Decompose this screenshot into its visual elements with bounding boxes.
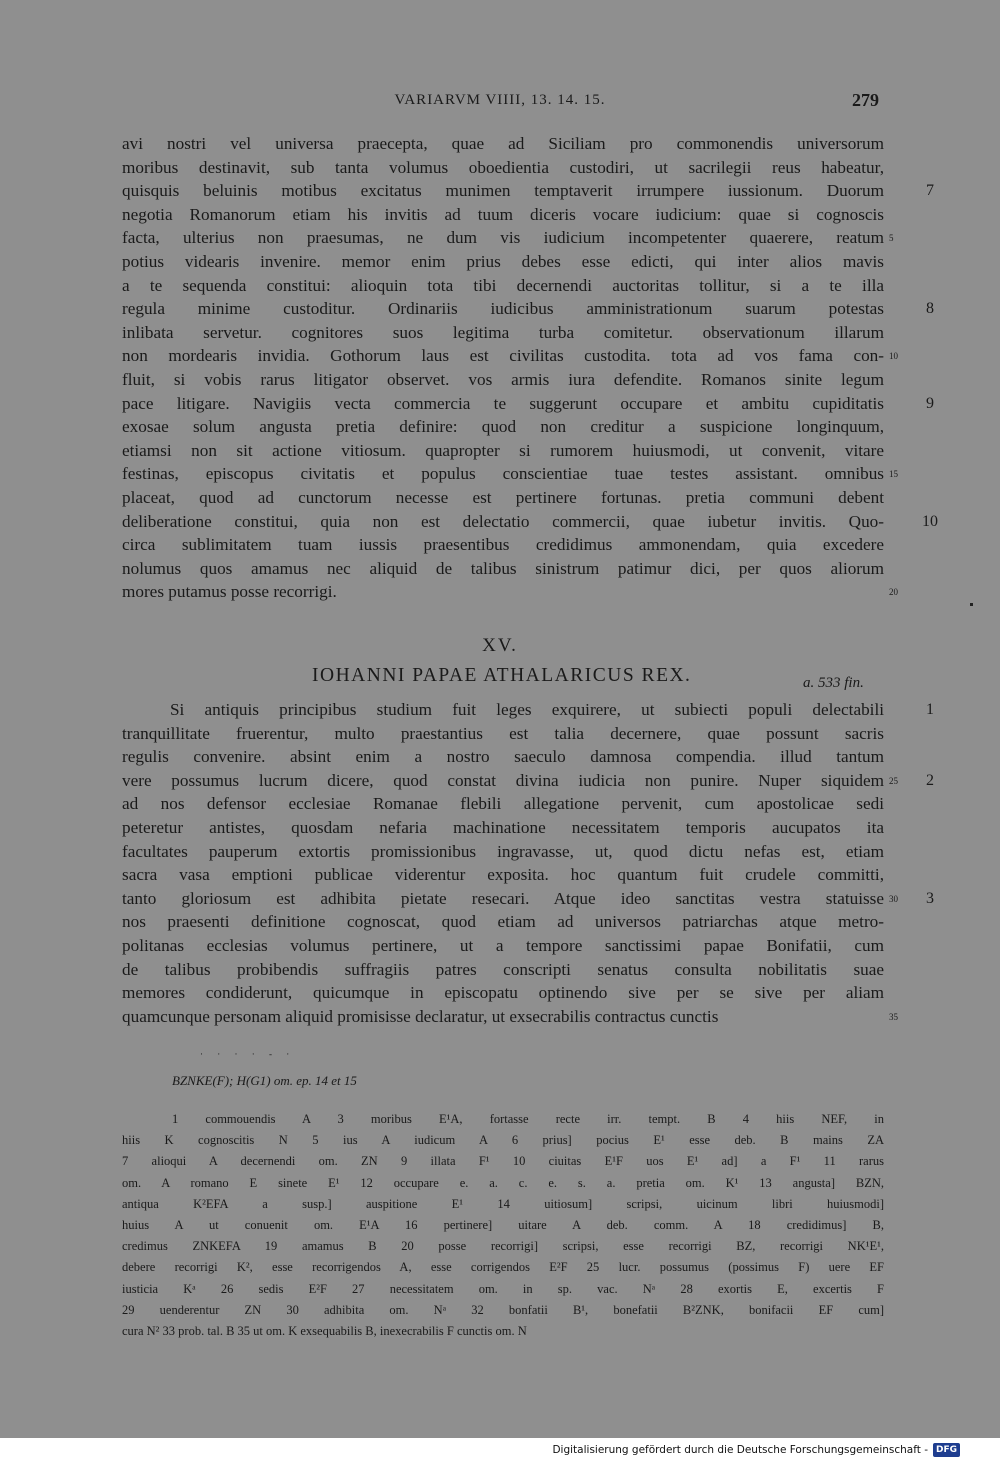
body-bottom-line: memores condiderunt, quicumque in episcopatu optinendo sive per se sive per aliam <box>122 983 884 1003</box>
body-bottom-line: politanas ecclesias volumus pertinere, ut a tempore sanctissimi papae Bonifatii, cum <box>122 936 884 955</box>
line-number: 5 <box>889 233 894 244</box>
apparatus-line: debere recorrigi K², esse recorrigendos A, esse corrigendos E²F 25 lucr. possumus (possimus F) uere EF <box>122 1260 884 1275</box>
line-number: 20 <box>889 587 898 598</box>
chapter-date: a. 533 fin. <box>803 675 864 691</box>
body-top-line: fluit, si vobis rarus litigator observet. vos armis iura defendite. Romanos sinite legum <box>122 370 884 389</box>
body-top-line: placeat, quod ad cunctorum necesse est pertinere fortunas. pretia communi debent <box>122 488 884 507</box>
body-top-line: non mordearis invidia. Gothorum laus est civilitas custodita. tota ad vos fama con- <box>122 346 884 366</box>
body-bottom-line: peteretur antistes, quosdam nefaria machinatione necessitatem temporis aucupatos ita <box>122 818 884 837</box>
apparatus-line: hiis K cognoscitis N 5 ius A iudicum A 6 prius] pocius E¹ esse deb. B mains ZA <box>122 1133 884 1148</box>
line-number: 10 <box>889 351 898 362</box>
line-number: 25 <box>889 775 898 786</box>
apparatus-sigla: BZNKE(F); H(G1) om. ep. 14 et 15 <box>172 1073 357 1088</box>
body-top-line: etiamsi non sit actione vitiosum. quapropter si rumorem huiusmodi, ut convenit, vitare <box>122 440 884 460</box>
apparatus-line: om. A romano E sinete E¹ 12 occupare e. a. c. e. s. a. pretia om. K¹ 13 angusta] BZN, <box>122 1175 884 1190</box>
digitization-credit <box>552 1442 960 1458</box>
body-bottom-line: Si antiquis principibus studium fuit leges exquirere, ut subiecti populi delectabili <box>170 700 884 719</box>
body-bottom-line: regulis convenire. absint enim a nostro saeculo damnosa compendia. illud tantum <box>122 747 884 767</box>
apparatus-line: antiqua K²EFA a susp.] auspitione E¹ 14 uitiosum] scripsi, uicinum libri huiusmodi] <box>122 1196 884 1211</box>
body-bottom-line: facultates pauperum extortis promissionibus ingravasse, ut, quod dictu nefas est, etiam <box>122 841 884 861</box>
section-number: 2 <box>926 771 934 789</box>
body-bottom-line: nos praesenti definitione cognoscat, quod etiam ad universos patriarchas atque metro- <box>122 912 884 932</box>
body-top-line: inlibata servetur. cognitores suos legitima turba comitetur. observationum illarum <box>122 322 884 342</box>
body-top-line: circa sublimitatem tuam iussis praesentibus credidimus ammonendam, quia excedere <box>122 535 884 555</box>
apparatus-line: 7 alioqui A decernendi om. ZN 9 illata F¹ 10 ciuitas E¹F uos E¹ ad] a F¹ 11 rarus <box>122 1154 884 1169</box>
separator-marks: · · · · - · <box>200 1049 296 1059</box>
section-number: 10 <box>922 512 938 530</box>
running-title: VARIARVM VIIII, 13. 14. 15. <box>394 92 606 108</box>
apparatus-line: huius A ut conuenit om. E¹A 16 pertinere] uitare A deb. comm. A 18 credidimus] B, <box>122 1218 884 1232</box>
section-number: 8 <box>926 300 934 318</box>
body-top-line: quisquis beluinis motibus excitatus munimen temptaverit irrumpere iussionum. Duorum <box>122 181 884 201</box>
apparatus-line: 1 commouendis A 3 moribus E¹A, fortasse recte irr. tempt. B 4 hiis NEF, in <box>172 1112 884 1126</box>
body-top-line: mores putamus posse recorrigi. <box>122 582 337 602</box>
body-top-line: regula minime custoditur. Ordinariis iudicibus amministrationum suarum potestas <box>122 299 884 319</box>
apparatus-line: cura N² 33 prob. tal. B 35 ut om. K exsequabilis B, inexecrabilis F cunctis om. N <box>122 1324 527 1338</box>
section-number: 1 <box>926 701 934 718</box>
body-top-line: facta, ulterius non praesumas, ne dum vis iudicium incompetenter quaerere, reatum <box>122 228 884 248</box>
section-number: 7 <box>926 182 934 200</box>
credit-text: Digitalisierung gefördert durch die Deutsche Forschungsgemeinschaft - <box>552 1444 928 1456</box>
body-top-line: festinas, episcopus civitatis et populus conscientiae tuae testes assistant. omnibus <box>122 464 884 484</box>
line-number: 30 <box>889 893 898 904</box>
chapter-number: XV. <box>482 635 518 656</box>
body-bottom-line: vere possumus lucrum dicere, quod constat divina iudicia non punire. Nuper siquidem <box>122 770 884 790</box>
body-top-line: a te sequenda constitui: alioquin tota tibi decernendi auctoritas tollitur, si a te illa <box>122 275 884 295</box>
body-bottom-line: tanto gloriosum est adhibita pietate resecari. Atque ideo sanctitas vestra statuisse <box>122 888 884 908</box>
chapter-title: IOHANNI PAPAE ATHALARICUS REX. <box>312 665 692 686</box>
body-top-line: avi nostri vel universa praecepta, quae ad Siciliam pro commonendis universorum <box>122 134 884 153</box>
body-top-line: pace litigare. Navigiis vecta commercia te suggerunt occupare et ambitu cupiditatis <box>122 393 884 413</box>
dfg-logo: DFG <box>933 1443 960 1457</box>
line-number: 15 <box>889 469 898 480</box>
body-top-line: moribus destinavit, sub tanta volumus oboedientia custodiri, ut sacrilegii reus habeatur, <box>122 157 884 177</box>
body-bottom-line: sacra vasa emptioni publicae viderentur exposita. hoc quantum fuit crudele committi, <box>122 865 884 885</box>
body-top-line: deliberatione constitui, quia non est delectatio commercii, quae iubetur invitis. Quo- <box>122 511 884 531</box>
apparatus-line: credimus ZNKEFA 19 amamus B 20 posse recorrigi] scripsi, esse recorrigi BZ, recorrigi NK¹E¹, <box>122 1239 884 1254</box>
body-bottom-line: ad nos defensor ecclesiae Romanae flebili allegatione pervenit, cum apostolicae sedi <box>122 794 884 814</box>
line-number: 35 <box>889 1011 898 1022</box>
body-top-line: nolumus quos amamus nec aliquid de talibus sinistrum patimur dici, per quos aliorum <box>122 558 884 578</box>
apparatus-line: iusticia Kᵃ 26 sedis E²F 27 necessitatem om. in sp. vac. Nᵃ 28 exortis E, excertis F <box>122 1281 884 1296</box>
body-top-line: potius videaris invenire. memor enim prius debes esse edicti, qui inter alios mavis <box>122 252 884 271</box>
body-bottom-line: de talibus probibendis suffragiis patres conscripti senatus consulta nobilitatis suae <box>122 959 884 979</box>
body-top-line: negotia Romanorum etiam his invitis ad tuum diceris vocare iudicium: quae si cognoscis <box>122 204 884 224</box>
body-bottom-line: quamcunque personam aliquid promisisse declaratur, ut exsecrabilis contractus cunctis <box>122 1006 719 1026</box>
section-number: 9 <box>926 394 934 412</box>
body-bottom-line: tranquillitate fruerentur, multo praestantius est talia decernere, quae possunt sacris <box>122 723 884 743</box>
body-top-line: exosae solum angusta pretia definire: quod non creditur a suspicione longinquum, <box>122 417 884 437</box>
apparatus-line: 29 uenderentur ZN 30 adhibita om. Nᵃ 32 bonfatii B¹, bonefatii B²ZNK, bonifacii EF cum] <box>122 1302 884 1317</box>
section-number: 3 <box>926 889 934 907</box>
scan-speck <box>970 603 973 606</box>
page-number: 279 <box>852 90 879 110</box>
